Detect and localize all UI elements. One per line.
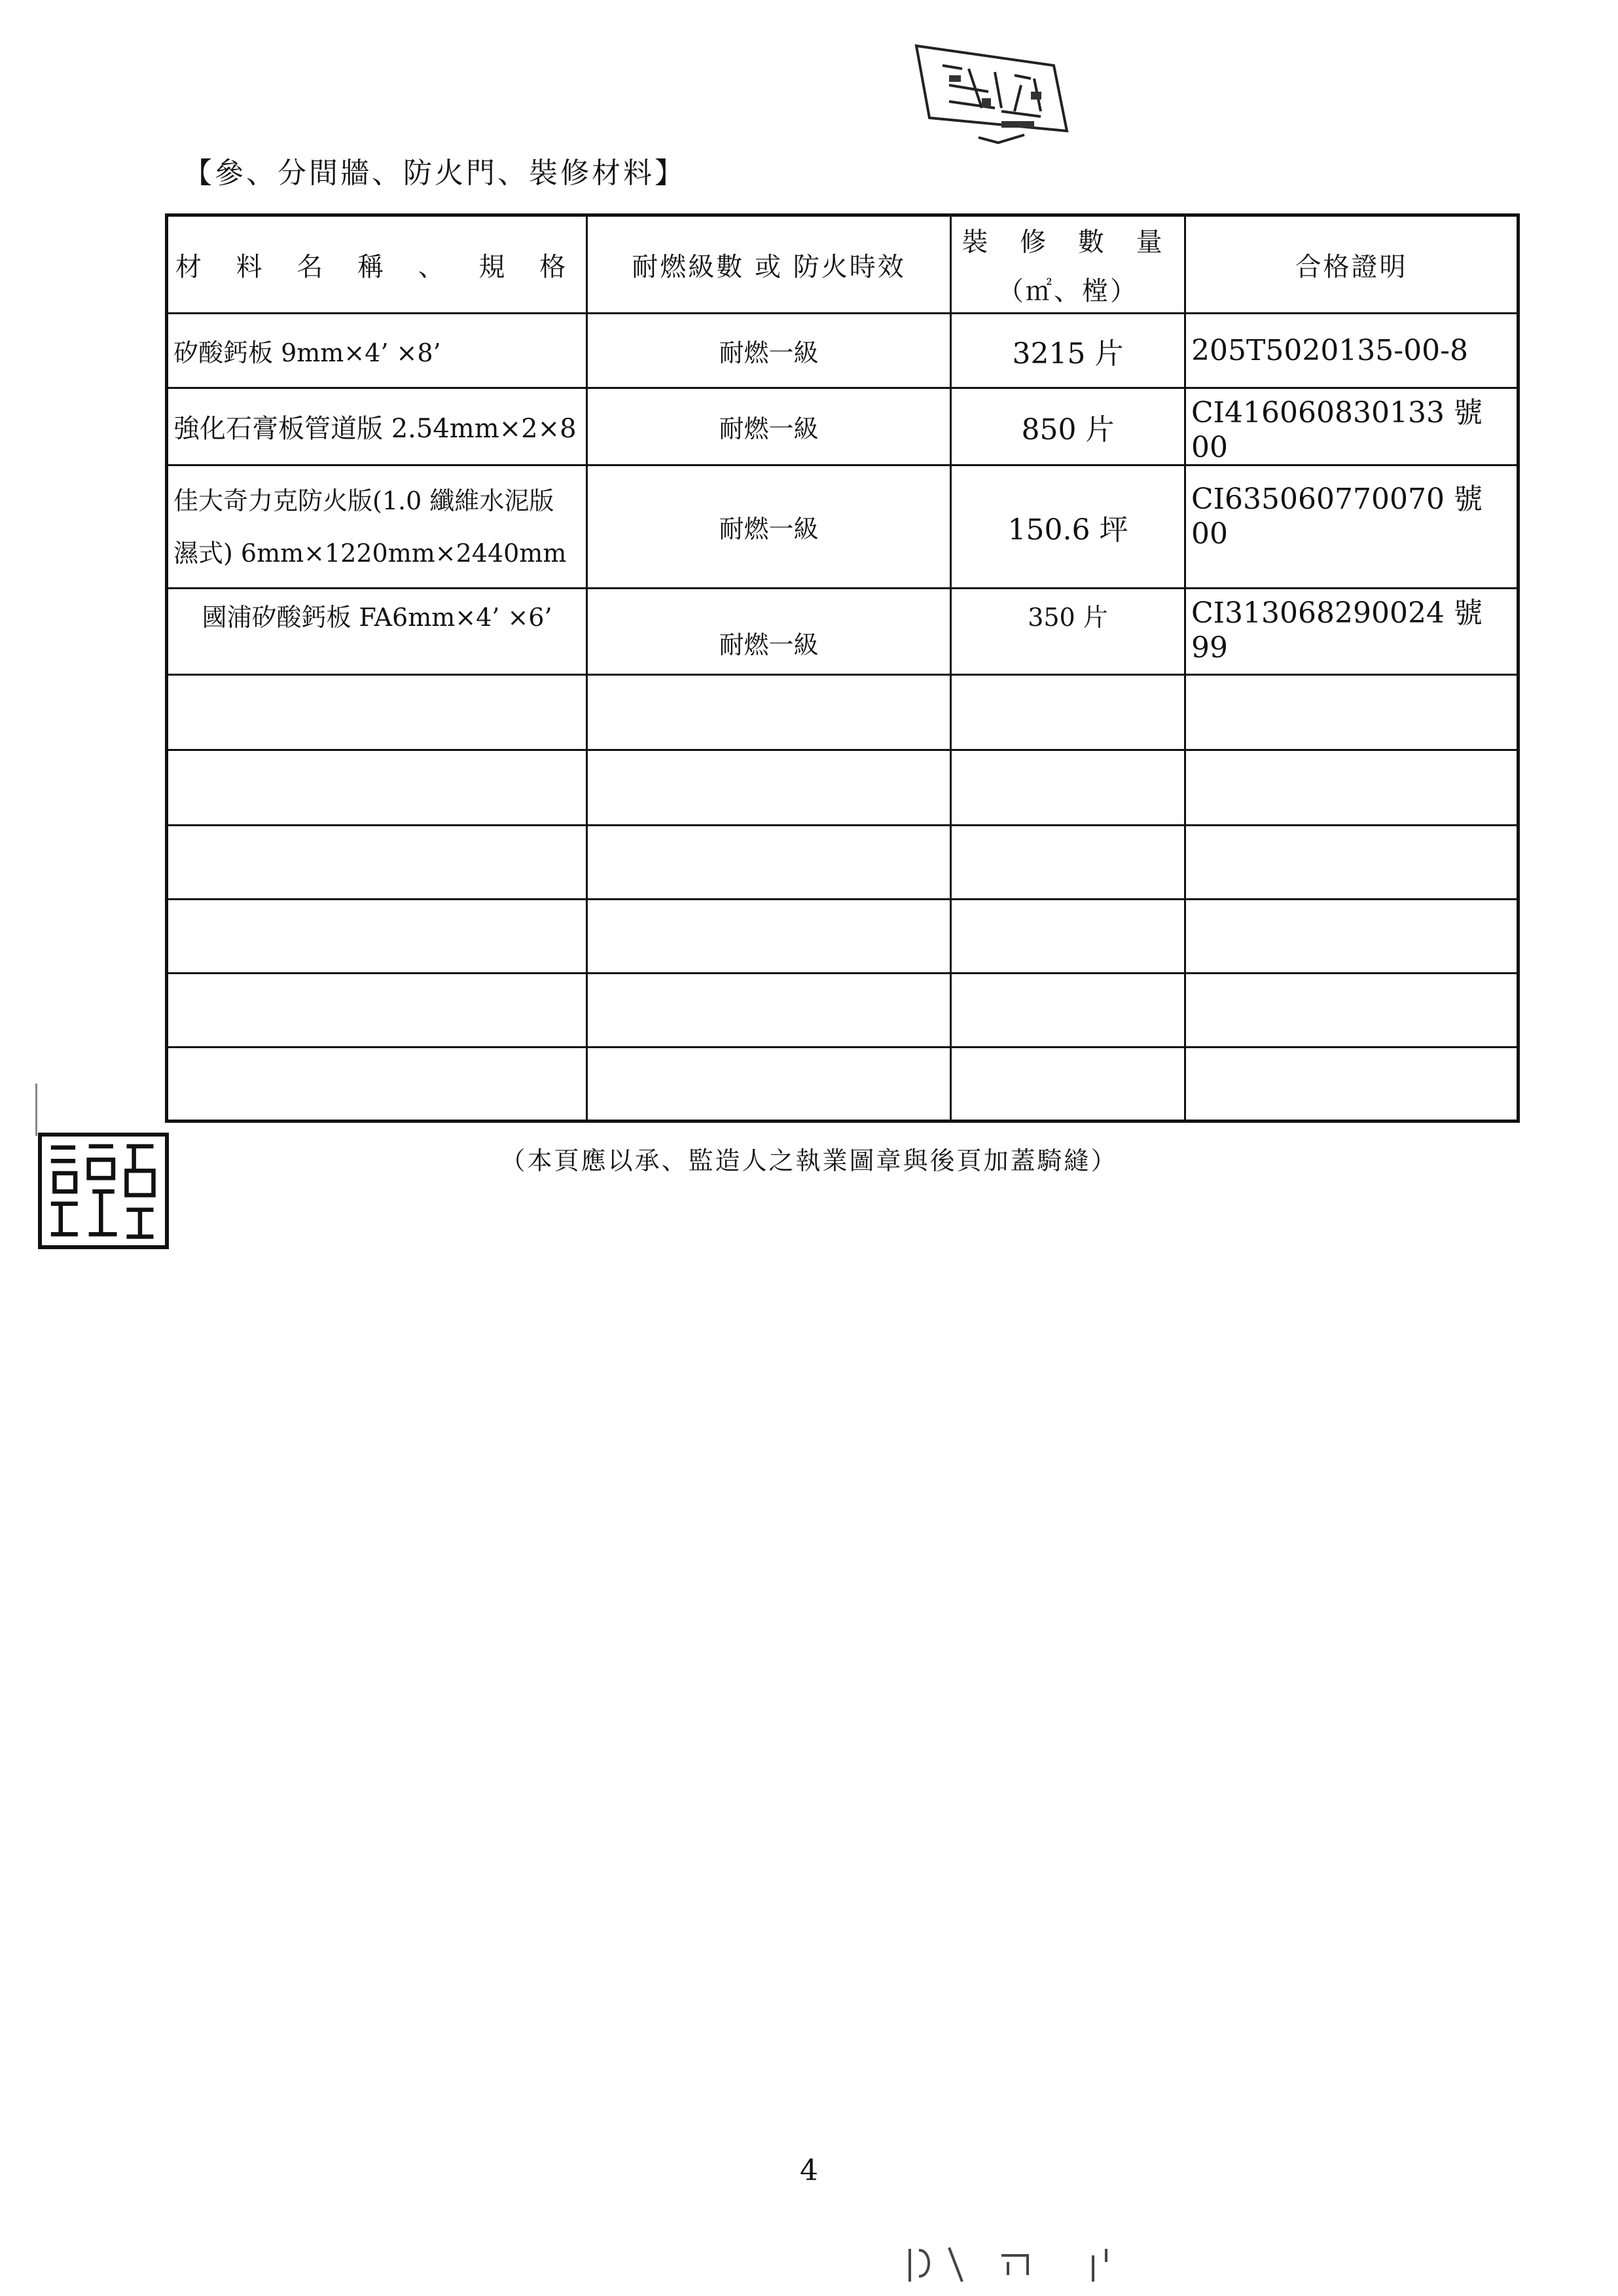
header-quantity-line1: 裝 修 數 量 — [962, 227, 1174, 257]
materials-table — [165, 213, 1520, 1123]
cell-material: 矽酸鈣板 9mm×4’ ×8’ — [167, 314, 587, 388]
table-row — [167, 465, 1519, 589]
header-quantity — [951, 215, 1185, 314]
scan-artifact-bottom — [903, 2242, 1139, 2288]
cell-material: 國浦矽酸鈣板 FA6mm×4’ ×6’ — [167, 589, 587, 675]
cell-grade: 耐燃一級 — [587, 388, 951, 465]
cell-certificate: CI416060830133 號 00 — [1185, 388, 1519, 465]
header-certificate: 合格證明 — [1185, 215, 1519, 314]
cell-certificate: CI313068290024 號 99 — [1185, 589, 1519, 675]
cell-grade: 耐燃一級 — [587, 465, 951, 589]
footnote: （本頁應以承、監造人之執業圖章與後頁加蓋騎縫） — [500, 1146, 1118, 1175]
stamp-seal-top — [903, 39, 1087, 144]
empty-row — [167, 750, 1519, 826]
cell-material-line2: 濕式) 6mm×1220mm×2440mm — [173, 538, 567, 568]
section-title: 【參、分間牆、防火門、裝修材料】 — [183, 156, 686, 190]
empty-row — [167, 1048, 1519, 1121]
page-number: 4 — [800, 2154, 818, 2187]
empty-row — [167, 974, 1519, 1048]
cell-quantity: 150.6 坪 — [951, 465, 1185, 589]
table-header-row — [167, 215, 1519, 314]
table-row — [167, 388, 1519, 465]
cell-material: 強化石膏板管道版 2.54mm×2×8 — [167, 388, 587, 465]
cell-material — [167, 465, 587, 589]
table-row — [167, 314, 1519, 388]
header-quantity-line2: （㎡、樘） — [998, 276, 1138, 306]
header-material: 材 料 名 稱 、 規 格 — [167, 215, 587, 314]
cell-quantity: 350 片 — [951, 589, 1185, 675]
cell-certificate: CI635060770070 號 00 — [1185, 465, 1519, 589]
header-grade: 耐燃級數 或 防火時效 — [587, 215, 951, 314]
table-row — [167, 589, 1519, 675]
scan-margin-mark — [35, 1084, 37, 1136]
cell-quantity: 3215 片 — [951, 314, 1185, 388]
empty-row — [167, 826, 1519, 900]
cell-material-line1: 佳大奇力克防火版(1.0 纖維水泥版 — [173, 486, 554, 515]
cell-quantity: 850 片 — [951, 388, 1185, 465]
cell-certificate: 205T5020135-00-8 — [1185, 314, 1519, 388]
empty-row — [167, 900, 1519, 974]
cell-grade: 耐燃一級 — [587, 314, 951, 388]
empty-row — [167, 675, 1519, 750]
cell-grade: 耐燃一級 — [587, 589, 951, 675]
